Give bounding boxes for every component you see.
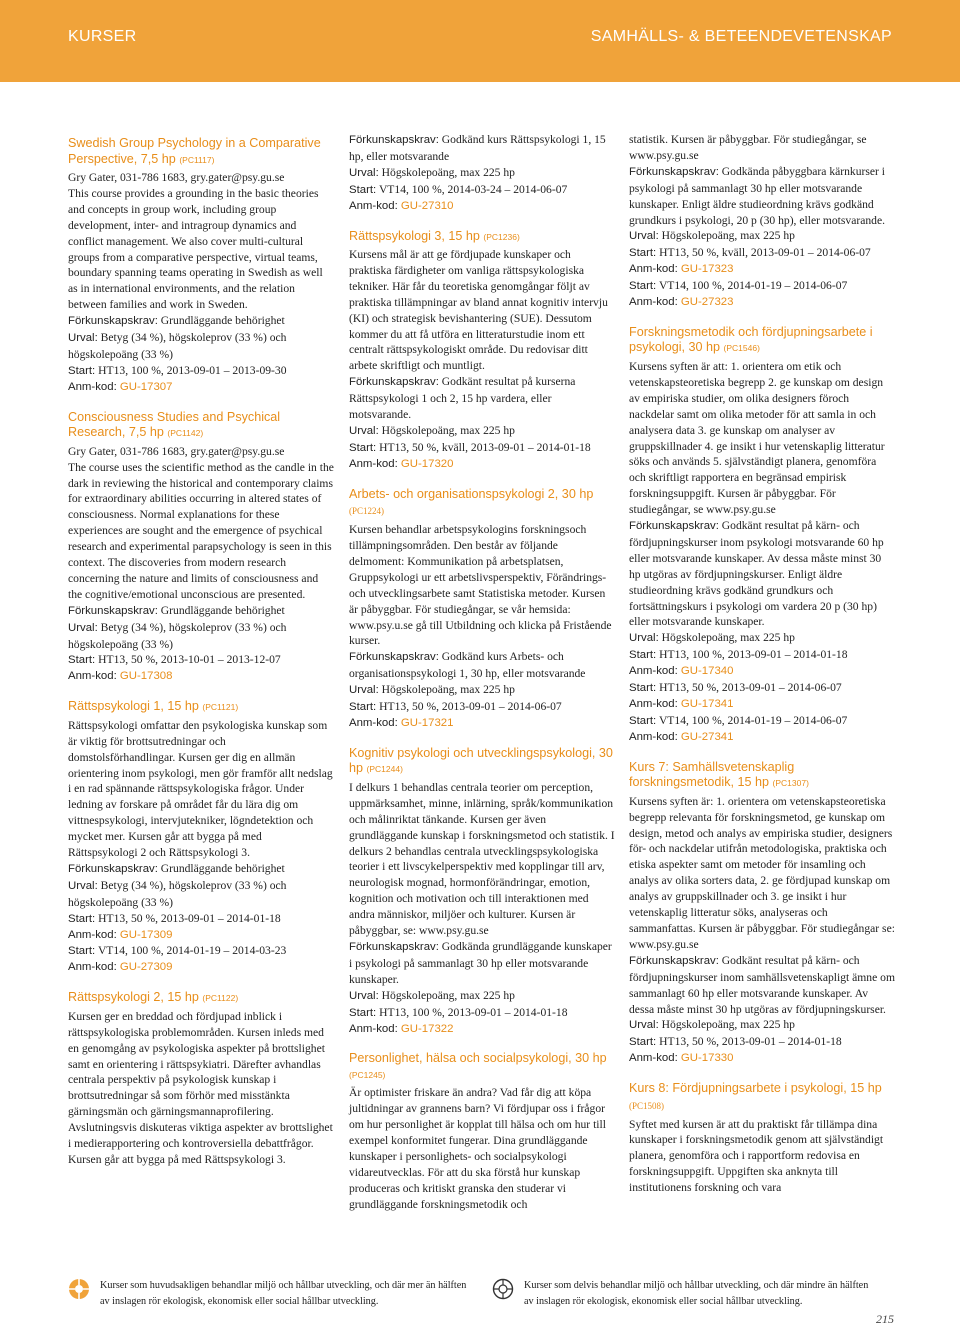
course-urval: Urval: Högskolepoäng, max 225 hp — [349, 165, 515, 179]
course-urval: Urval: Högskolepoäng, max 225 hp — [349, 683, 515, 697]
course-start: Start: VT14, 100 %, 2014-03-24 – 2014-06-07 — [349, 182, 568, 196]
course-number: (PC1224) — [349, 506, 385, 517]
course-title: Kurs 7: Samhällsvetenskaplig forskningsmetodik, 15 hp (PC1307) — [629, 759, 809, 790]
course-contact: Gry Gater, 031-786 1683, gry.gater@psy.gu.se — [68, 444, 285, 458]
course-prereq: Förkunskapskrav: Godkänd kurs Rättspsykologi 1, 15 hp, eller motsvarande — [349, 133, 606, 163]
course-prereq: Förkunskapskrav: Grundläggande behörighet — [68, 603, 285, 617]
course-description: Är optimister friskare än andra? Vad får dig att köpa jultidningar av grannens barn? Vi fördjupar oss i frågor om hur personlighet är kopplat till hälsa och om hur till exempel konformitet fungerar. Dina grundläggande kunskaper i personlighets- och socialpsykologi vidareutvecklas. För att du ska förstå hur kunskap produceras och kritiskt granska den studerar vi grundläggande forskningsmetodik och — [349, 1086, 606, 1211]
course-urval: Urval: Högskolepoäng, max 225 hp — [629, 631, 795, 645]
course-urval: Urval: Högskolepoäng, max 225 hp — [629, 1018, 795, 1032]
course-code: Anm-kod: GU-17322 — [349, 1022, 454, 1035]
footer-note-partial-sustainability — [492, 1278, 872, 1309]
sustainability-partial-icon — [492, 1278, 514, 1300]
course-prereq: Förkunskapskrav: Grundläggande behörighet — [68, 861, 285, 875]
course-description: Kursens mål är att ge fördjupade kunskaper och praktiska färdigheter om vanliga rättspsykologiska tekniker. Här får du teoretiska genomgångar följt av praktiska tillämpningar av bland annat kognitiv intervju (KI) och strategisk bevishantering (SUE). Dessutom kommer du att få utföra en litteraturstudie inom ett centralt rättspsykologiskt område. Du redovisar ditt arbete skriftligt och muntligt. — [349, 248, 608, 373]
course-title: Arbets- och organisationspsykologi 2, 30 hp — [349, 486, 594, 501]
course-start: Start: HT13, 100 %, 2013-09-01 – 2013-09-30 — [68, 363, 287, 377]
course-contact: Gry Gater, 031-786 1683, gry.gater@psy.gu.se — [68, 171, 285, 184]
course-start: Start: HT13, 50 %, 2013-09-01 – 2014-06-07 — [629, 681, 842, 695]
section-label: KURSER — [68, 28, 137, 45]
column-3 — [629, 132, 895, 1196]
footer-note-full-sustainability — [68, 1278, 468, 1309]
course-title: Consciousness Studies and Psychical Research, 7,5 hp (PC1142) — [68, 409, 281, 440]
course-code: Anm-kod: GU-17320 — [349, 457, 454, 470]
course-code: Anm-kod: GU-17321 — [349, 717, 454, 729]
course-prereq: Förkunskapskrav: Godkända grundläggande kunskaper i psykologi på sammanlagt 30 hp eller motsvarande kunskaper. — [349, 939, 612, 986]
course-title: Personlighet, hälsa och socialpsykologi, 30 hp (PC1245) — [349, 1051, 607, 1080]
course-urval: Urval: Betyg (34 %), högskoleprov (33 %) och högskolepoäng (33 %) — [68, 878, 287, 909]
course-code: Anm-kod: GU-17308 — [68, 670, 173, 683]
course-urval: Urval: Högskolepoäng, max 225 hp — [349, 424, 515, 437]
course-start: Start: HT13, 50 %, 2013-10-01 – 2013-12-07 — [68, 653, 281, 667]
footer-text-right: Kurser som delvis behandlar miljö och hållbar utveckling, och där mindre än hälften av inslagen rör ekologisk, ekonomisk eller social hållbar utveckling. — [524, 1280, 869, 1307]
course-start: Start: HT13, 100 %, 2013-09-01 – 2014-01-18 — [349, 1005, 568, 1019]
course-description: Kursens syften är att: 1. orientera om etik och vetenskapsteoretiska begrepp 2. ge kunskap om design av empiriska studier, om olika designers föroch nackdelar samt om olika metoder för att samla in och analysera data 3. ge kunskap om analyser av gruppskillnader 4. ge insikt i hur vetenskaplig litteratur söks och används 5. självständigt planera, genomföra och skriftligt rapportera en begränsad empirisk forskningsuppgift. Kursen är påbyggbar. För studiegångar, se www.psy.gu.se — [629, 359, 885, 517]
course-urval: Urval: Betyg (34 %), högskoleprov (33 %) och högskolepoäng (33 %) — [68, 331, 287, 361]
course-urval: Urval: Högskolepoäng, max 225 hp — [629, 229, 795, 243]
course-description: The course uses the scientific method as the candle in the dark in reviewing the historical and contemporary claims for extraordinary abilities occurring in altered states of consciousness. Normal explanations for these experiences are sought and the emergence of psychical research and experimental parapsychology is seen in this context. The discoveries from modern research concerning the nature and limits of consciousness and the cognitive/emotional unconscious are presented. — [68, 460, 334, 601]
course-description: This course provides a grounding in the basic theories and concepts in group work, including group development, inter- and intragroup dynamics and conflict management. We also cover multi-cultural groups from a comparative perspective, virtual teams, boundary spanning teams operating in Swedish as well as in international environments, and the relation between families and work in Sweden. — [68, 186, 323, 312]
course-prereq: Förkunskapskrav: Godkänt resultat på kärn- och fördjupningskurser inom samhällsvetenskapligt ämne om sammanlagt 60 hp eller motsvarande kunskaper. Av dessa måste minst 30 hp utgöras av fördjupningskurser. — [629, 953, 895, 1016]
course-description: I delkurs 1 behandlas centrala teorier om perception, uppmärksamhet, minne, inlärning, språk/kommunikation och målinriktat tänkande. Kursen ger även grundläggande kunskap i forskningsmetod och statistik. I delkurs 2 behandlas centrala utvecklingspsykologiska teorier i ett livscykelperspektiv med kopplingar till arv, neurologisk mognad, hormonförändringar, emotion, kognition och motivation och till interaktionen med andra människor, miljöer och kulturer. Kursen är påbyggbar, se: www.psy.gu.se — [349, 780, 615, 938]
course-start: Start: VT14, 100 %, 2014-01-19 – 2014-06-07 — [629, 279, 848, 293]
course-urval: Urval: Betyg (34 %), högskoleprov (33 %) och högskolepoäng (33 %) — [68, 620, 287, 651]
sustainability-full-icon — [68, 1278, 90, 1300]
page-number: 215 — [876, 1312, 894, 1326]
course-code: Anm-kod: GU-27341 — [629, 730, 734, 743]
course-prereq: Förkunskapskrav: Godkänt resultat på kärn- och fördjupningskurser inom psykologi motsvarande 60 hp eller motsvarande kunskaper. Av dessa måste minst 30 hp utgöras av fördjupningskurser. Enligt äldre studieordning krävs godkänd grundkurs och fortsättningskurs i psykologi om vardera 20 p (30 hp) eller motsvarande kunskaper. — [629, 519, 884, 629]
course-start: Start: HT13, 50 %, kväll, 2013-09-01 – 2014-01-18 — [349, 440, 591, 454]
header-bar — [0, 0, 960, 82]
course-start: Start: VT14, 100 %, 2014-01-19 – 2014-03-23 — [68, 944, 287, 958]
course-description: Rättspsykologi omfattar den psykologiska kunskap som är viktig för brottsutredningar och domstolsförhandlingar. Kursen ger dig en allmän orientering inom psykologi, men gör framför allt nedslag i en rad spännande rättspsykologiska frågor. Under ledning av forskare på området får du lära dig om vittnespsykologi, intervjutekniker, lögndetektion och mycket mer. Kursen går att bygga på med Rättspsykologi 2 och Rättspsykologi 3. — [68, 718, 333, 860]
course-prereq: Förkunskapskrav: Godkända påbyggbara kärnkurser i psykologi på sammanlagt 30 hp eller motsvarande kunskaper. Enligt äldre studieordning krävs godkänd grundkurs i psykologi, 20 p (30 hp), eller motsvarande. — [629, 164, 886, 227]
course-start: Start: VT14, 100 %, 2014-01-19 – 2014-06-07 — [629, 713, 848, 727]
course-title: Rättspsykologi 2, 15 hp (PC1122) — [68, 990, 239, 1005]
course-start: Start: HT13, 50 %, kväll, 2013-09-01 – 2014-06-07 — [629, 246, 871, 260]
course-title: Forskningsmetodik och fördjupningsarbete i psykologi, 30 hp (PC1546) — [629, 324, 873, 355]
category-label: SAMHÄLLS- & BETEENDEVETENSKAP — [590, 28, 892, 45]
course-code: Anm-kod: GU-17330 — [629, 1052, 734, 1065]
course-title: Swedish Group Psychology in a Comparative Perspective, 7,5 hp (PC1117) — [68, 136, 321, 166]
course-code: Anm-kod: GU-17307 — [68, 380, 173, 393]
course-title: Rättspsykologi 1, 15 hp (PC1121) — [68, 699, 239, 714]
course-description: Kursen ger en breddad och fördjupad inblick i rättspsykologiska problemområden. Kursen inleds med en genomgång av psykologiska aspekter på brottslighet samt en orientering i rättspsykiatri. Därefter avhandlas centrala perspektiv på psykologisk kunskap i brottsutredningar så som förhör med misstänkta gärningsmän och gärningsmannaprofilering. Avslutningsvis diskuteras viktiga aspekter av brottslighet i medierapportering och kontroversiella debattfrågor. Kursen går att bygga på med Rättspsykologi 3. — [68, 1009, 333, 1166]
course-code: Anm-kod: GU-17341 — [629, 698, 734, 710]
course-code: Anm-kod: GU-17309 — [68, 928, 173, 941]
course-description: Syftet med kursen är att du praktiskt får tillämpa dina kunskaper i forskningsmetodik genom att självständigt planera, genomföra och i rapportform redovisa en forskningsuppgift. Uppgiften ska anknyta till institutionens forskning och vara — [629, 1117, 884, 1195]
course-code: Anm-kod: GU-27309 — [68, 961, 173, 974]
course-number: (PC1508) — [629, 1100, 665, 1111]
footer-text-left: Kurser som huvudsakligen behandlar miljö och hållbar utveckling, och där mer än hälften av inslagen rör ekologisk, ekonomisk eller social hållbar utveckling. — [100, 1280, 467, 1307]
course-code: Anm-kod: GU-17340 — [629, 665, 734, 678]
course-code: Anm-kod: GU-17323 — [629, 263, 734, 276]
course-urval: Urval: Högskolepoäng, max 225 hp — [349, 988, 515, 1002]
course-title: Rättspsykologi 3, 15 hp (PC1236) — [349, 228, 520, 243]
column-1 — [68, 132, 334, 1168]
course-start: Start: HT13, 50 %, 2013-09-01 – 2014-01-18 — [629, 1035, 842, 1049]
course-start: Start: HT13, 50 %, 2013-09-01 – 2014-01-18 — [68, 911, 281, 925]
course-description: statistik. Kursen är påbyggbar. För studiegångar, se www.psy.gu.se — [629, 133, 867, 162]
course-start: Start: HT13, 100 %, 2013-09-01 – 2014-01-18 — [629, 648, 848, 662]
course-description: Kursens syften är: 1. orientera om vetenskapsteoretiska begrepp relevanta för forskningsmetod, ge kunskap om design, metod och analys av empiriska studier, designers för- och nackdelar utifrån metodologiska, praktiska och etiska aspekter samt om metoder för insamling och analys av olika sorters data, 2. ge fördjupad kunskap om analys av gruppskillnader och 3. ge insikt i hur vetenskaplig litteratur söks, analyseras och sammanfattas. Kursen är påbyggbar. För studiegångar se: www.psy.gu.se — [629, 794, 895, 951]
course-code: Anm-kod: GU-27323 — [629, 296, 734, 309]
course-description: Kursen behandlar arbetspsykologins forskningsoch tillämpningsområden. Den består av följande delmoment: Kommunikation på arbetsplatsen, Gruppsykologi ur ett arbetslivsperspektiv, Förändrings- och utvecklingsarbete samt Statistiska metoder. Kursen är påbyggbar. För studiegångar, se vår hemsida: www.psy.u.se gå till Utbildning och klicka på Fristående kurser. — [349, 523, 612, 648]
course-prereq: Förkunskapskrav: Godkänt resultat på kurserna Rättspsykologi 1 och 2, 15 hp vardera, eller motsvarande. — [349, 375, 576, 422]
course-title: Kognitiv psykologi och utvecklingspsykologi, 30 hp (PC1244) — [349, 745, 613, 776]
course-code: Anm-kod: GU-27310 — [349, 199, 454, 212]
course-prereq: Förkunskapskrav: Grundläggande behörighet — [68, 314, 285, 328]
course-prereq: Förkunskapskrav: Godkänd kurs Arbets- och organisationspsykologi 1, 30 hp, eller motsvarande — [349, 650, 586, 681]
course-title: Kurs 8: Fördjupningsarbete i psykologi, 15 hp — [629, 1081, 882, 1096]
course-start: Start: HT13, 50 %, 2013-09-01 – 2014-06-07 — [349, 700, 562, 714]
column-2 — [349, 132, 615, 1213]
